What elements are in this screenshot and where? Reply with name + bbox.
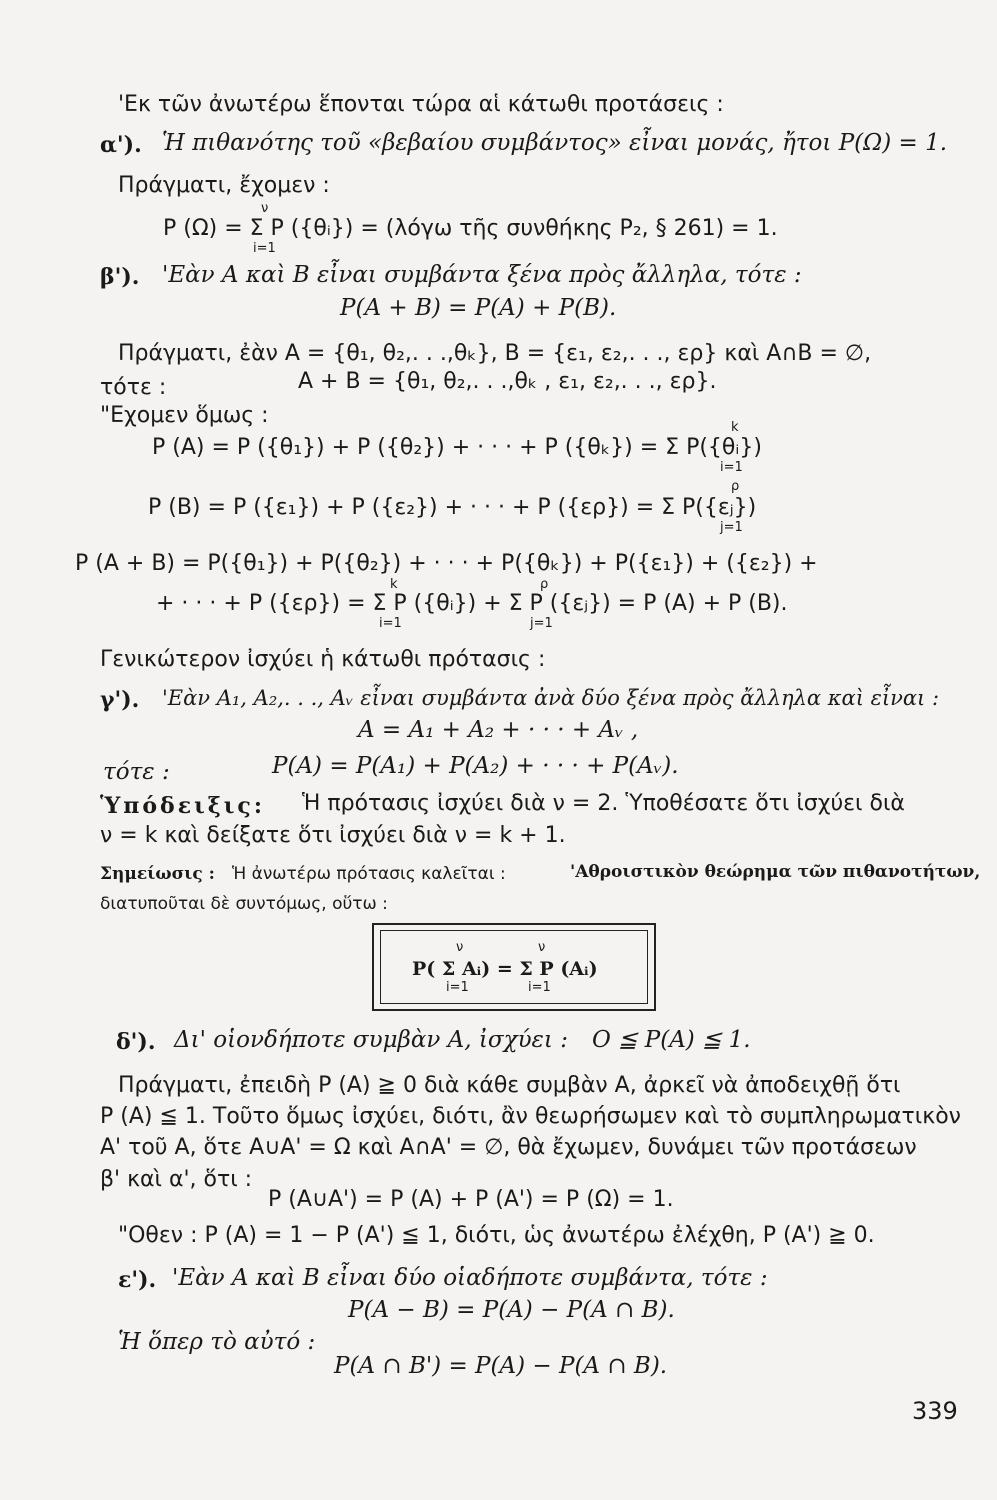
proposition-epsilon: 'Εὰν A καὶ B εἶναι δύο οἱαδήποτε συμβάντα, τότε :: [172, 1265, 768, 1291]
sum-lower-limit: i=1: [379, 616, 402, 631]
item-beta-label: β').: [100, 264, 140, 290]
formula-complement: P (A∪A') = P (A) + P (A') = P (Ω) = 1.: [268, 1187, 674, 1212]
item-gamma-label: γ').: [100, 687, 140, 713]
note-label: Σημείωσις :: [100, 864, 215, 884]
formula-p-b: P (B) = P ({ε₁}) + P ({ε₂}) + · · · + P ({ερ}) = Σ P({εⱼ}): [148, 495, 757, 520]
sets-definition: Πράγματι, ἐὰν A = {θ₁, θ₂,. . .,θₖ}, B = {ε₁, ε₂,. . ., ερ} καὶ A∩B = ∅,: [118, 341, 872, 366]
formula-difference: P(A − B) = P(A) − P(A ∩ B).: [348, 1297, 675, 1323]
proof-delta-2: P (A) ≦ 1. Τοῦτο ὅμως ἰσχύει, διότι, ἂν θεωρήσωμεν καὶ τὸ συμπληρωματικὸν: [100, 1104, 961, 1129]
page-number: 339: [912, 1397, 958, 1425]
proof-delta-1: Πράγματι, ἐπειδὴ P (A) ≧ 0 διὰ κάθε συμβὰν A, ἀρκεῖ νὰ ἀποδειχθῇ ὅτι: [118, 1073, 901, 1098]
proof-delta-3: A' τοῦ A, ὅτε A∪A' = Ω καὶ A∩A' = ∅, θὰ ἔχωμεν, δυνάμει τῶν προτάσεων: [100, 1135, 917, 1160]
formula-gamma: P(A) = P(A₁) + P(A₂) + · · · + P(Aᵥ).: [272, 753, 679, 779]
sum-upper-limit: ρ: [540, 577, 549, 592]
item-alpha-label: α').: [100, 132, 142, 158]
sum-upper-limit: k: [731, 420, 739, 435]
tote-label: τότε :: [103, 759, 170, 785]
proof-delta-conclusion: "Οθεν : P (A) = 1 − P (A') ≦ 1, διότι, ὡς ἀνωτέρω ἐλέχθη, P (A') ≧ 0.: [118, 1223, 875, 1248]
sum-upper-limit: ν: [261, 201, 269, 216]
formula-bounds: O ≦ P(A) ≦ 1.: [592, 1027, 751, 1053]
hint-label: Ὑπόδειξις:: [100, 793, 265, 819]
note-theorem-name: 'Αθροιστικὸν θεώρημα τῶν πιθανοτήτων,: [570, 862, 981, 882]
item-delta-label: δ').: [116, 1029, 156, 1055]
sum-upper-limit: ρ: [731, 479, 740, 494]
sum-lower-limit: i=1: [446, 980, 469, 995]
equivalent-label: Ἡ ὅπερ τὸ αὐτό :: [118, 1329, 316, 1355]
formula-additivity: P(A + B) = P(A) + P(B).: [340, 295, 617, 321]
proposition-alpha: Ἡ πιθανότης τοῦ «βεβαίου συμβάντος» εἶναι μονάς, ἤτοι P(Ω) = 1.: [162, 130, 948, 156]
union-set: A + B = {θ₁, θ₂,. . .,θₖ , ε₁, ε₂,. . ., ερ}.: [298, 369, 717, 394]
proof-alpha-intro: Πράγματι, ἔχομεν :: [118, 173, 330, 198]
formula-a-sum: A = A₁ + A₂ + · · · + Aᵥ ,: [358, 717, 639, 743]
note-text-cont: διατυποῦται δὲ συντόμως, οὕτω :: [100, 894, 388, 914]
proposition-gamma: 'Εὰν A₁, A₂,. . ., Aᵥ εἶναι συμβάντα ἀνὰ δύο ξένα πρὸς ἄλληλα καὶ εἶναι :: [162, 686, 940, 710]
proposition-beta: 'Εὰν A καὶ B εἶναι συμβάντα ξένα πρὸς ἄλληλα, τότε :: [162, 262, 802, 288]
theorem-formula: P( Σ Aᵢ) = Σ P (Aᵢ): [412, 958, 598, 980]
hint-text-cont: ν = k καὶ δείξατε ὅτι ἰσχύει διὰ ν = k + 1.: [100, 823, 566, 848]
sum-lower-limit: i=1: [528, 980, 551, 995]
item-epsilon-label: ε').: [118, 1267, 157, 1293]
formula-p-a-plus-b-cont: + · · · + P ({ερ}) = Σ P ({θᵢ}) + Σ P ({εⱼ}) = P (A) + P (B).: [156, 591, 788, 616]
echomen-label: "Εχομεν ὅμως :: [100, 403, 269, 428]
intro-line: 'Εκ τῶν ἀνωτέρω ἕπονται τώρα αἱ κάτωθι προτάσεις :: [118, 92, 724, 117]
sum-upper-limit: ν: [538, 940, 546, 955]
note-text: Ἡ ἀνωτέρω πρότασις καλεῖται :: [232, 864, 506, 884]
sum-upper-limit: k: [390, 577, 398, 592]
formula-p-a-plus-b: P (A + B) = P({θ₁}) + P({θ₂}) + · · · + P({θₖ}) + P({ε₁}) + ({ε₂}) +: [75, 551, 818, 576]
generalization-intro: Γενικώτερον ἰσχύει ἡ κάτωθι πρότασις :: [100, 647, 546, 672]
sum-lower-limit: i=1: [253, 241, 276, 256]
hint-text: Ἡ πρότασις ἰσχύει διὰ ν = 2. Ὑποθέσατε ὅτι ἰσχύει διὰ: [302, 791, 905, 816]
sum-lower-limit: j=1: [720, 520, 743, 535]
formula-p-a: P (A) = P ({θ₁}) + P ({θ₂}) + · · · + P ({θₖ}) = Σ P({θᵢ}): [152, 435, 762, 460]
theorem-box: [372, 923, 656, 1011]
proposition-delta: Δι' οἱονδήποτε συμβὰν A, ἰσχύει :: [174, 1027, 568, 1053]
sum-lower-limit: j=1: [530, 616, 553, 631]
proof-delta-4: β' καὶ α', ὅτι :: [100, 1167, 253, 1192]
formula-difference-alt: P(A ∩ B') = P(A) − P(A ∩ B).: [334, 1353, 668, 1379]
sum-upper-limit: ν: [456, 940, 464, 955]
tote-label: τότε :: [100, 375, 167, 400]
sum-lower-limit: i=1: [720, 460, 743, 475]
formula-p-omega: P (Ω) = Σ P ({θᵢ}) = (λόγω τῆς συνθήκης P₂, § 261) = 1.: [163, 216, 778, 241]
